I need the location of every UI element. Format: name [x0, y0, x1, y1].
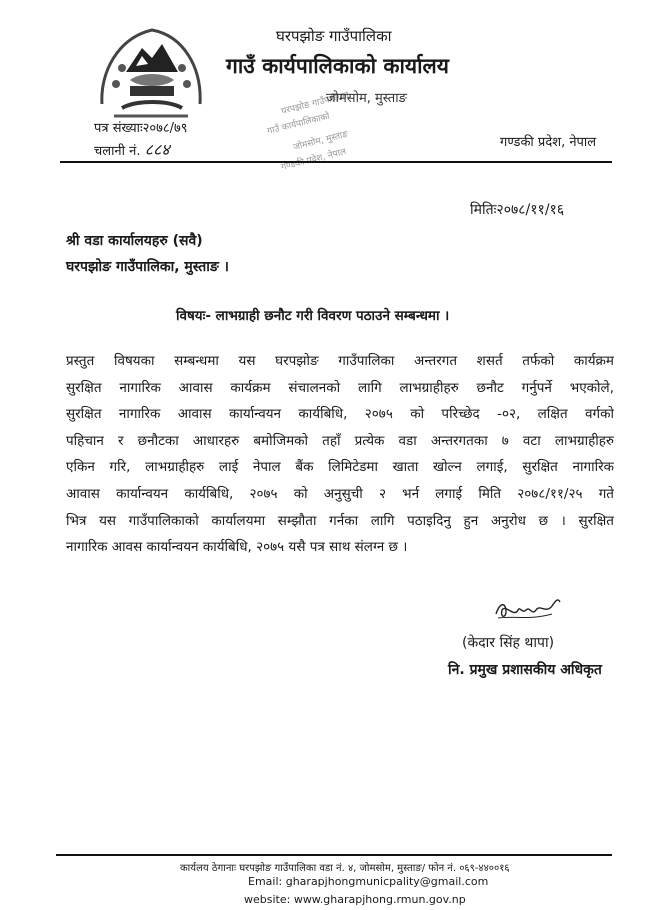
ref-value: २०७८/७९	[142, 121, 188, 136]
header-divider	[60, 161, 612, 163]
footer-email: Email: gharapjhongmunicpality@gmail.com	[248, 875, 489, 888]
office-location: जोमसोम, मुस्ताङ	[326, 91, 407, 106]
footer-website: website: www.gharapjhong.rmun.gov.np	[244, 893, 466, 906]
footer-divider	[56, 854, 612, 856]
body-line: आवास कार्यान्वयन कार्यबिधि, २०७५ को अनुसुची २ भर्न लगाई मिति २०७८/११/२५ गते	[66, 485, 614, 502]
signatory-name: (केदार सिंह थापा)	[462, 635, 555, 651]
recipient-line-1: श्री वडा कार्यालयहरु (सवै)	[66, 233, 203, 249]
svg-text:घरपझोङ गाउँपालिका: घरपझोङ गाउँपालिका	[280, 90, 350, 117]
body-line: भित्र यस गाउँपालिकाको कार्यालयमा सम्झौता गर्नका लागि पठाइदिनु हुन अनुरोध छ । सुरक्षित	[66, 512, 614, 529]
signatory-designation: नि. प्रमुख प्रशासकीय अधिकृत	[448, 662, 602, 678]
svg-text:गाउँ कार्यपालिकाको: गाउँ कार्यपालिकाको	[266, 111, 331, 137]
nepal-emblem-icon	[92, 22, 210, 126]
svg-text:जोमसोम, मुस्ताङ: जोमसोम, मुस्ताङ	[292, 129, 350, 153]
body-line: सुरक्षित नागारिक आवास कार्यक्रम संचालनको लागि लाभग्राहीहरु छनौट गर्नुपर्ने भएकोले,	[66, 379, 614, 396]
body-line: नागारिक आवस कार्यान्वयन कार्यबिधि, २०७५ यसै पत्र साथ संलग्न छ ।	[66, 539, 408, 556]
body-line: प्रस्तुत विषयका सम्बन्धमा यस घरपझोङ गाउँपालिका अन्तरगत शसर्त तर्फको कार्यक्रम	[66, 353, 614, 369]
letter-date: मितिः२०७८/११/१६	[470, 202, 565, 218]
municipality-name: घरपझोङ गाउँपालिका	[276, 27, 392, 45]
letter-reference-number	[94, 118, 188, 136]
letter-subject: विषयः- लाभग्राही छनौट गरी विवरण पठाउने सम्बन्धमा ।	[176, 308, 450, 324]
body-line: सुरक्षित नागारिक आवास कार्यान्वयन कार्यबिधि, २०७५ को परिच्छेद -०२, लक्षित वर्गको	[66, 406, 614, 423]
recipient-line-2: घरपझोङ गाउँपालिका, मुस्ताङ ।	[66, 259, 229, 275]
office-title: गाउँ कार्यपालिकाको कार्यालय	[226, 54, 449, 78]
dispatch-label: चलानी नं.	[94, 144, 141, 159]
footer-address: कार्यलय ठेगानाः घरपझोङ गाउँपालिका वडा नं. ४, जोमसोम, मुस्ताङ/ फोन नं. ०६९-४४००१६	[180, 863, 510, 874]
dispatch-number	[94, 138, 170, 160]
dispatch-value: ८८४	[144, 140, 170, 159]
handwritten-signature	[492, 596, 564, 624]
province-name: गण्डकी प्रदेश, नेपाल	[500, 135, 597, 150]
body-line: पहिचान र छनौटका आधारहरु बमोजिमको तहाँ प्रत्येक वडा अन्तरगतका ७ वटा लाभग्राहीहरु	[66, 432, 614, 449]
letter-body	[66, 348, 614, 561]
svg-text:गण्डकी प्रदेश, नेपाल: गण्डकी प्रदेश, नेपाल	[280, 147, 348, 173]
ref-label: पत्र संख्याः	[94, 121, 143, 136]
body-line: एकिन गरि, लाभग्राहीहरु लाई नेपाल बैंक लिमिटेडमा खाता खोल्न लगाई, सुरक्षित नागारिक	[66, 459, 614, 476]
